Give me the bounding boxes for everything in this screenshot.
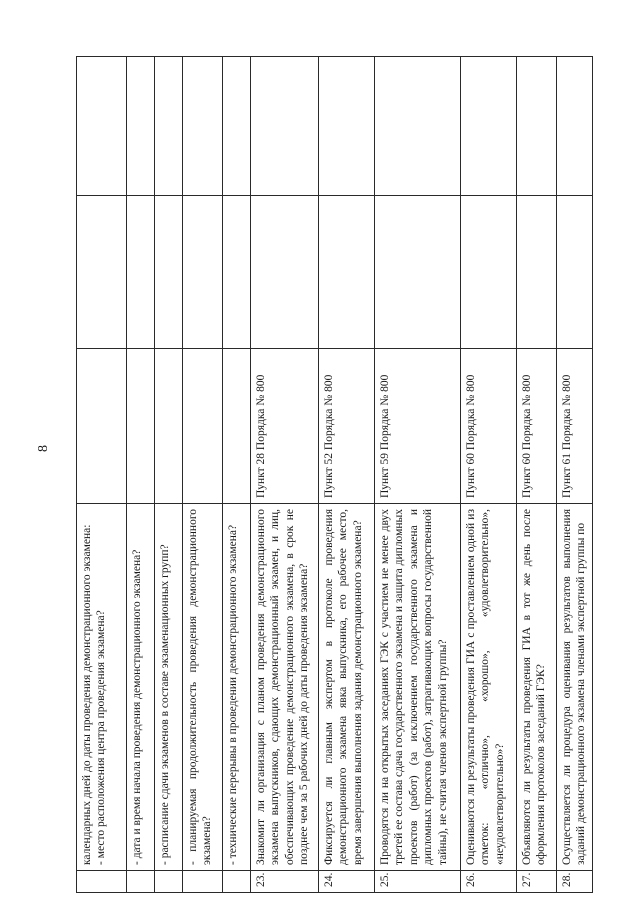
question-cell: Знакомит ли организация с планом проведения демонстрационного экзамена выпускников, сдающих демонстрационный экзамен, и лиц, обеспечивающих проведение демонстрационного экзамена, в срок не позднее чем за 5 рабочих дней до даты проведения экзамена? [251,504,319,871]
table-row [557,57,593,893]
checklist-table [76,56,593,893]
reference-cell: Пункт 61 Порядка № 800 [557,349,593,504]
reference-cell [183,349,223,504]
table-row [517,57,557,893]
note-cell [77,57,127,196]
note-cell [517,57,557,196]
note-cell [127,57,155,196]
answer-cell [517,196,557,349]
row-number: 25. [375,871,461,893]
answer-cell [77,196,127,349]
question-cell: - планируемая продолжительность проведения демонстрационного экзамена? [183,504,223,871]
note-cell [155,57,183,196]
question-cell: Оцениваются ли результаты проведения ГИА с проставлением одной из отметок: «отлично», «хорошо», «удовлетворительно», «неудовлетворительно»? [461,504,517,871]
note-cell [461,57,517,196]
question-cell: Проводятся ли на открытых заседаниях ГЭК с участием не менее двух третей ее состава сдача государственного экзамена и защита дипломных проектов (работ) (за исключением государственного экзамена и дипломных проектов (работ), затрагивающих вопросы государственной тайны), не считая членов экспертной группы? [375,504,461,871]
page-number: 8 [36,445,51,452]
reference-cell [223,349,251,504]
reference-cell [127,349,155,504]
rotated-page-content [76,57,588,893]
table-row [127,57,155,893]
note-cell [375,57,461,196]
row-number [223,871,251,893]
table-row [319,57,375,893]
reference-cell: Пункт 60 Порядка № 800 [517,349,557,504]
question-cell: - расписание сдачи экзаменов в составе экзаменационных групп? [155,504,183,871]
question-cell: - дата и время начала проведения демонстрационного экзамена? [127,504,155,871]
answer-cell [461,196,517,349]
answer-cell [183,196,223,349]
table-row [155,57,183,893]
table-row [251,57,319,893]
table-row [375,57,461,893]
row-number [77,871,127,893]
answer-cell [319,196,375,349]
question-cell: Объявляются ли результаты проведения ГИА в тот же день после оформления протоколов заседаний ГЭК? [517,504,557,871]
row-number: 23. [251,871,319,893]
question-cell: Осуществляется ли процедура оценивания результатов выполнения заданий демонстрационного экзамена членами экспертной группы по [557,504,593,871]
note-cell [319,57,375,196]
table-row [223,57,251,893]
answer-cell [375,196,461,349]
table-row [461,57,517,893]
row-number: 26. [461,871,517,893]
answer-cell [251,196,319,349]
row-number: 24. [319,871,375,893]
note-cell [557,57,593,196]
table-row [183,57,223,893]
table-row [77,57,127,893]
note-cell [251,57,319,196]
row-number [127,871,155,893]
row-number: 27. [517,871,557,893]
answer-cell [155,196,183,349]
row-number [183,871,223,893]
answer-cell [557,196,593,349]
reference-cell: Пункт 28 Порядка № 800 [251,349,319,504]
question-cell: Фиксируется ли главным экспертом в протоколе проведения демонстрационного экзамена явка выпускника, его рабочее место, время завершения выполнения задания демонстрационного экзамена? [319,504,375,871]
reference-cell: Пункт 60 Порядка № 800 [461,349,517,504]
note-cell [183,57,223,196]
row-number [155,871,183,893]
note-cell [223,57,251,196]
answer-cell [223,196,251,349]
row-number: 28. [557,871,593,893]
reference-cell [77,349,127,504]
question-cell: - технические перерывы в проведении демонстрационного экзамена? [223,504,251,871]
reference-cell: Пункт 59 Порядка № 800 [375,349,461,504]
reference-cell: Пункт 52 Порядка № 800 [319,349,375,504]
question-cell: календарных дней до даты проведения демонстрационного экзамена: - место расположения центра проведения экзамена? [77,504,127,871]
answer-cell [127,196,155,349]
reference-cell [155,349,183,504]
